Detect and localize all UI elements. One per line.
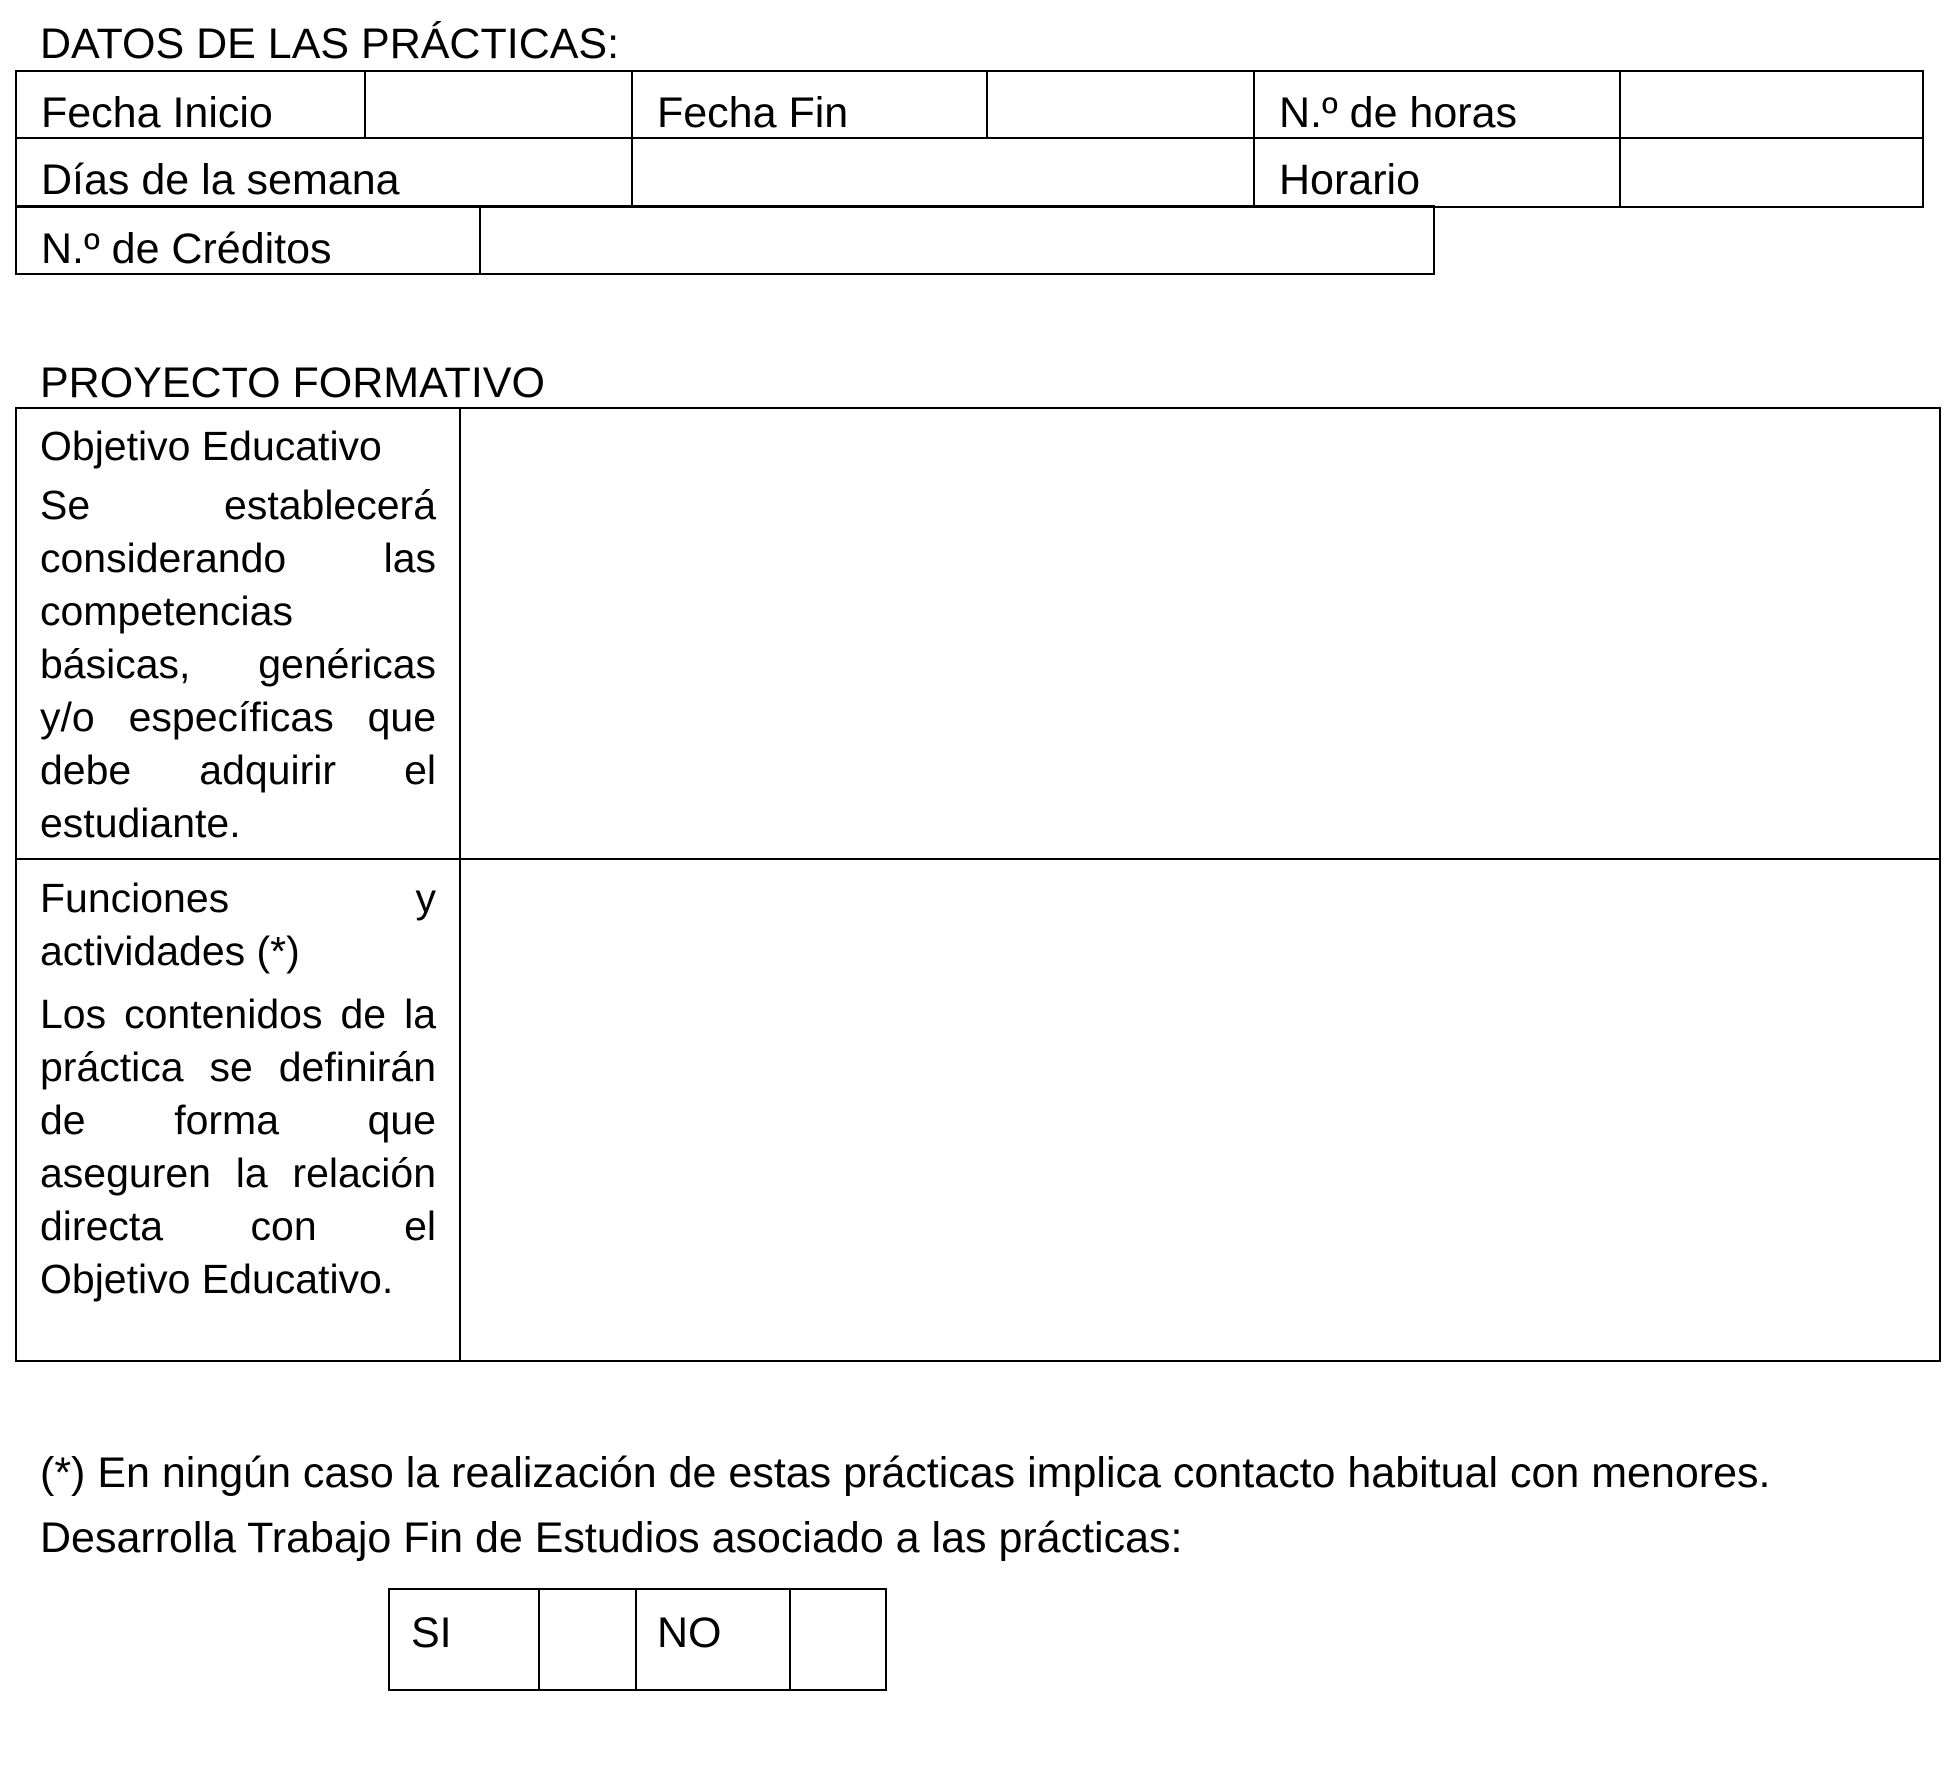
yes-label: SI (411, 1609, 452, 1657)
functions-title: Funciones y actividades (*) (40, 875, 436, 974)
objective-title: Objetivo Educativo (40, 423, 382, 469)
start-date-field[interactable] (366, 72, 631, 137)
functions-field[interactable] (461, 860, 1939, 1360)
objective-description: Se establecerá considerando las competencias básicas, genéricas y/o específicas que debe adquirir el estudiante. (40, 482, 436, 846)
objective-cell (40, 420, 436, 850)
hours-field[interactable] (1621, 72, 1922, 137)
credits-label: N.º de Créditos (41, 225, 332, 273)
end-date-field[interactable] (988, 72, 1253, 137)
start-date-label: Fecha Inicio (41, 89, 273, 137)
schedule-field[interactable] (1621, 139, 1922, 206)
column-divider (635, 1588, 637, 1691)
end-date-label: Fecha Fin (657, 89, 849, 137)
schedule-label: Horario (1279, 156, 1420, 204)
hours-label: N.º de horas (1279, 89, 1517, 137)
weekdays-field[interactable] (633, 139, 1253, 206)
no-checkbox[interactable] (791, 1590, 885, 1689)
practice-data-heading: DATOS DE LAS PRÁCTICAS: (40, 20, 620, 68)
no-label: NO (657, 1609, 722, 1657)
yes-checkbox[interactable] (540, 1590, 635, 1689)
training-project-heading: PROYECTO FORMATIVO (40, 359, 545, 407)
minors-note: (*) En ningún caso la realización de estas prácticas implica contacto habitual con menores. (40, 1449, 1771, 1497)
weekdays-label: Días de la semana (41, 156, 400, 204)
functions-description: Los contenidos de la práctica se definirán de forma que aseguren la relación directa con el Objetivo Educativo. (40, 991, 436, 1302)
credits-field[interactable] (481, 208, 1433, 273)
objective-field[interactable] (461, 409, 1939, 858)
functions-cell (40, 872, 436, 1306)
final-project-question: Desarrolla Trabajo Fin de Estudios asociado a las prácticas: (40, 1514, 1183, 1562)
